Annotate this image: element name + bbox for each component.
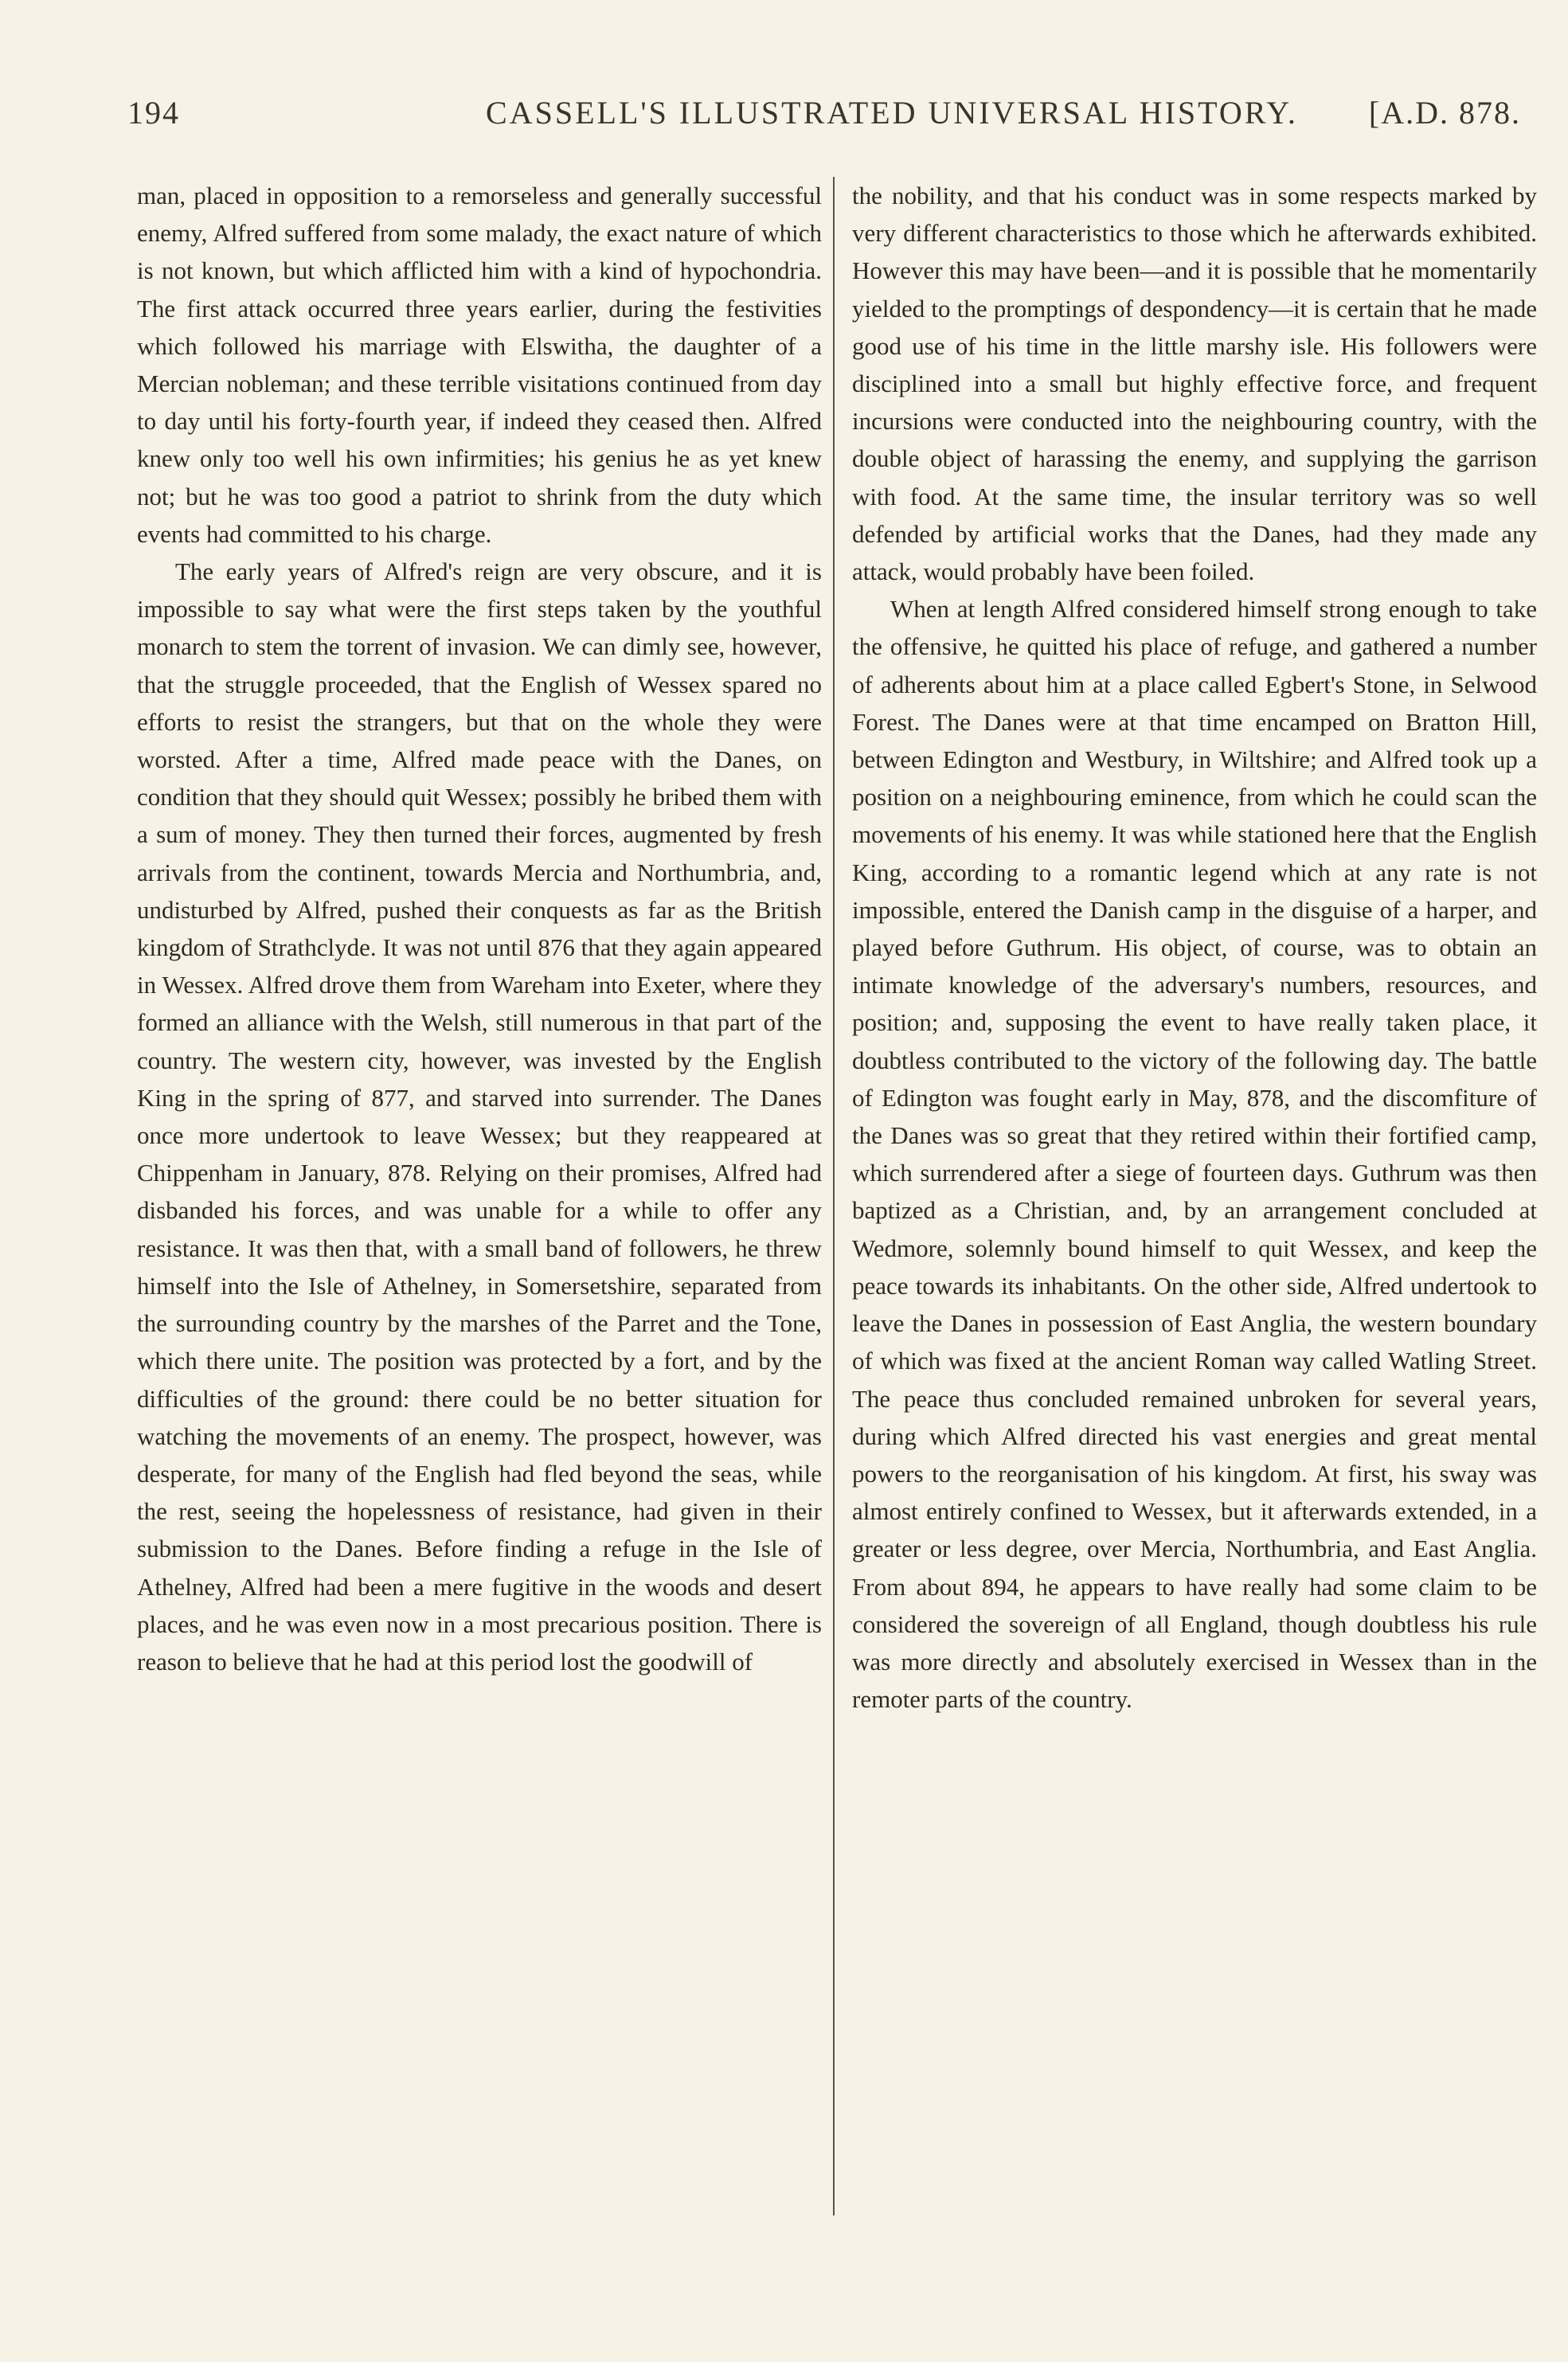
- left-column: [137, 177, 822, 1680]
- date-marker: [A.D. 878.: [1368, 95, 1521, 131]
- paragraph: man, placed in opposition to a remorseless and generally successful enemy, Alfred suffered from some malady, the exact nature of which is not known, but which afflicted him with a kind of hypochondria. The first attack occurred three years earlier, during the festivities which followed his marriage with Elswitha, the daughter of a Mercian nobleman; and these terrible visitations continued from day to day until his forty-fourth year, if indeed they ceased then. Alfred knew only too well his own infirmities; his genius he as yet knew not; but he was too good a patriot to shrink from the duty which events had committed to his charge.: [137, 182, 822, 548]
- page-number: 194: [127, 95, 180, 131]
- paragraph: the nobility, and that his conduct was in some respects marked by very different characteristics to those which he afterwards exhibited. However this may have been—and it is possible that he momentarily yielded to the promptings of despondency—it is certain that he made good use of his time in the little marshy isle. His followers were disciplined into a small but highly effective force, and frequent incursions were conducted into the neighbouring country, with the double object of harassing the enemy, and supplying the garrison with food. At the same time, the insular territory was so well defended by artificial works that the Danes, had they made any attack, would probably have been foiled.: [852, 182, 1537, 586]
- paragraph: The early years of Alfred's reign are very obscure, and it is impossible to say what were the first steps taken by the youthful monarch to stem the torrent of invasion. We can dimly see, however, that the struggle proceeded, that the English of Wessex spared no efforts to resist the strangers, but that on the whole they were worsted. After a time, Alfred made peace with the Danes, on condition that they should quit Wessex; possibly he bribed them with a sum of money. They then turned their forces, augmented by fresh arrivals from the continent, towards Mercia and Northumbria, and, undisturbed by Alfred, pushed their conquests as far as the British kingdom of Strathclyde. It was not until 876 that they again appeared in Wessex. Alfred drove them from Wareham into Exeter, where they formed an alliance with the Welsh, still numerous in that part of the country. The western city, however, was invested by the English King in the spring of 877, and starved into surrender. The Danes once more undertook to leave Wessex; but they reappeared at Chippenham in January, 878. Relying on their promises, Alfred had disbanded his forces, and was unable for a while to offer any resistance. It was then that, with a small band of followers, he threw himself into the Isle of Athelney, in Somersetshire, separated from the surrounding country by the marshes of the Parret and the Tone, which there unite. The position was protected by a fort, and by the difficulties of the ground: there could be no better situation for watching the movements of an enemy. The prospect, however, was desperate, for many of the English had fled beyond the seas, while the rest, seeing the hopelessness of resistance, had given in their submission to the Danes. Before finding a refuge in the Isle of Athelney, Alfred had been a mere fugitive in the woods and desert places, and he was even now in a most precarious position. There is reason to believe that he had at this period lost the goodwill of: [137, 557, 822, 1676]
- right-column: [852, 177, 1537, 1718]
- running-header: [127, 94, 1521, 142]
- column-divider: [833, 177, 835, 2215]
- paragraph: When at length Alfred considered himself strong enough to take the offensive, he quitted his place of refuge, and gathered a number of adherents about him at a place called Egbert's Stone, in Selwood Forest. The Danes were at that time encamped on Bratton Hill, between Edington and Westbury, in Wiltshire; and Alfred took up a position on a neighbouring eminence, from which he could scan the movements of his enemy. It was while stationed here that the English King, according to a romantic legend which at any rate is not impossible, entered the Danish camp in the disguise of a harper, and played before Guthrum. His object, of course, was to obtain an intimate knowledge of the adversary's numbers, resources, and position; and, supposing the event to have really taken place, it doubtless contributed to the victory of the following day. The battle of Edington was fought early in May, 878, and the discomfiture of the Danes was so great that they retired within their fortified camp, which surrendered after a siege of fourteen days. Guthrum was then baptized as a Christian, and, by an arrangement concluded at Wedmore, solemnly bound himself to quit Wessex, and keep the peace towards its inhabitants. On the other side, Alfred undertook to leave the Danes in possession of East Anglia, the western boundary of which was fixed at the ancient Roman way called Watling Street. The peace thus concluded remained unbroken for several years, during which Alfred directed his vast energies and great mental powers to the reorganisation of his kingdom. At first, his sway was almost entirely confined to Wessex, but it afterwards extended, in a greater or less degree, over Mercia, Northumbria, and East Anglia. From about 894, he appears to have really had some claim to be considered the sovereign of all England, though doubtless his rule was more directly and absolutely exercised in Wessex than in the remoter parts of the country.: [852, 595, 1537, 1714]
- running-title: CASSELL'S ILLUSTRATED UNIVERSAL HISTORY.: [486, 95, 1298, 131]
